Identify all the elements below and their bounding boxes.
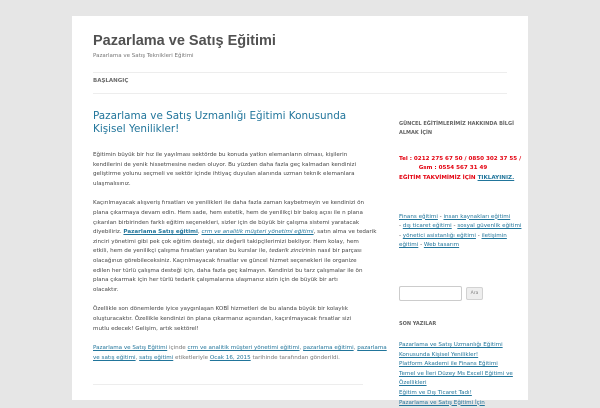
search-button[interactable]: Ara xyxy=(466,287,483,300)
text-fragment: etkili, hem de yenilikçi çalışma fırsatları yaratan bu kurslar ile, xyxy=(93,248,270,255)
post-date-link[interactable]: Ocak 16, 2015 xyxy=(209,354,251,361)
text-line xyxy=(93,354,363,364)
separator: - xyxy=(399,232,403,239)
separator: - xyxy=(399,223,403,230)
text-fragment: etiketleriyle xyxy=(173,354,210,361)
nav-item-home[interactable]: BAŞLANGIÇ xyxy=(93,78,129,84)
tag-link[interactable]: yönetici asistanlığı eğitimi xyxy=(402,232,476,239)
text-line xyxy=(93,344,387,354)
site-description: Pazarlama ve Satış Teknikleri Eğitimi xyxy=(93,53,194,59)
italic-term: tedarik zinciri xyxy=(269,248,308,255)
search-input[interactable] xyxy=(399,286,462,301)
category-link[interactable]: Pazarlama ve Satış Eğitimi xyxy=(93,345,168,352)
tag-link[interactable]: sosyal güvenlik eğitimi xyxy=(457,223,522,230)
recent-post-link[interactable]: Özellikleri xyxy=(399,380,427,387)
tag-link[interactable]: pazarlama eğitimi xyxy=(303,345,354,352)
nav-divider-bottom xyxy=(93,93,507,94)
link-text: crm ve analitik müşteri yönetimi eğitimi xyxy=(201,229,314,236)
post-divider xyxy=(93,384,363,385)
recent-post-link[interactable]: Eğitim ve Dış Ticaret Tadı! xyxy=(399,389,472,396)
post-meta xyxy=(93,344,387,363)
text-line xyxy=(399,213,511,223)
text-line xyxy=(93,247,363,257)
text-fragment: tarihinde tarafından gönderildi. xyxy=(250,354,340,361)
tag-link[interactable]: crm ve analitik müşteri yönetimi eğitimi xyxy=(187,345,300,352)
contact-gsm: Gsm : 0554 567 31 49 xyxy=(418,165,488,172)
tag-links-widget xyxy=(399,213,522,251)
text-line: ulaşmalısınız. xyxy=(93,180,131,187)
post-paragraph-1 xyxy=(93,151,363,189)
recent-post-link[interactable]: Pazarlama ve Satış Uzmanlığı Eğitimi xyxy=(399,342,503,348)
tag-link[interactable]: Finans eğitimi xyxy=(399,213,438,220)
separator: - xyxy=(451,223,458,230)
text-line xyxy=(399,174,515,184)
main-content xyxy=(93,110,387,363)
text-line xyxy=(93,228,377,238)
text-line: edilen her türlü çalışma desteği için, daha fazla geç kalmayın. Kendinizi bu tarz çalışmalar ile ön xyxy=(93,267,363,274)
tag-link[interactable]: dış ticaret eğitimi xyxy=(402,223,452,230)
tag-link[interactable]: pazarlama xyxy=(357,345,387,352)
tag-link[interactable]: iletişimin xyxy=(481,232,507,239)
text-fragment: , xyxy=(353,345,358,352)
recent-post-link[interactable]: Platform Akademi ile Finans Eğitimi xyxy=(399,361,498,368)
separator: - xyxy=(475,232,482,239)
link-crm-egitimi[interactable] xyxy=(201,229,313,235)
text-fragment: içinde xyxy=(167,345,188,352)
tag-link[interactable]: eğitimi xyxy=(399,242,419,249)
tag-link[interactable]: ve satış eğitimi xyxy=(93,354,136,361)
contact-widget xyxy=(399,155,522,184)
tag-link[interactable]: insan kaynakları eğitimi xyxy=(443,213,511,220)
separator: - xyxy=(437,213,444,220)
text-line: Kaçırılmayacak alışveriş fırsatları ve yenilikleri ile daha fazla zaman kaybetmeyin ve kendinizi ön xyxy=(93,200,365,207)
text-line: oluşturacaktır. Özellikle kendinizi ön plana çıkarmanız açısından, kaçırılmayacak fırsatlar sizi xyxy=(93,315,352,322)
text-line: çıkarılan birbirinden farklı eğitim seçenekleri, sizler için de büyük bir çalışma sistemi yaratacak xyxy=(93,219,360,226)
text-fragment: nin nasıl bir parçası xyxy=(307,248,362,255)
text-line: mutlu edecek! Gelişim, artık sektörel! xyxy=(93,325,199,332)
text-fragment: , xyxy=(299,345,304,352)
link-text: Pazarlama Satış eğitimi xyxy=(123,229,198,236)
text-line: plana çıkarmaya devam edin. Hem sade, hem estetik, hem de yenilikçi bir bakış açısı ile n plana xyxy=(93,209,363,216)
text-line xyxy=(399,232,507,242)
tag-link[interactable]: Web tasarım xyxy=(423,242,460,249)
recent-post-link[interactable]: Konusunda Kişisel Yenilikler! xyxy=(399,351,479,358)
text-line xyxy=(399,241,507,251)
text-line: geliştirme yolunu seçmeli ve sektör içinde ihtiyaç duyulan alanında uzman teknik elemanlara xyxy=(93,171,355,178)
text-line: zinciri yönetimi gibi pek çok eğitim desteği, siz değerli takipçilerimizi bekliyor. Hem kolay, hem xyxy=(93,238,359,245)
text-line: olacağınızı görebileceksiniz. Kaçırılmayacak fırsatlar ve güncel hizmet seçenekleri ile organize xyxy=(93,257,357,264)
calendar-link[interactable]: TIKLAYINIZ. xyxy=(477,175,515,181)
site-title[interactable]: Pazarlama ve Satış Eğitimi xyxy=(93,33,276,49)
text-line xyxy=(399,222,522,232)
nav-divider-top xyxy=(93,72,507,73)
post-paragraph-2 xyxy=(93,199,377,295)
search-form xyxy=(399,286,507,302)
post-paragraph-3 xyxy=(93,305,363,334)
sidebar xyxy=(399,110,522,406)
contact-phone: Tel : 0212 275 67 50 / 0850 302 37 55 / xyxy=(399,155,522,162)
contact-calendar-text: EĞİTİM TAKVİMİMİZ İÇİN xyxy=(399,175,478,181)
link-pazarlama-satis-egitimi[interactable] xyxy=(123,229,197,235)
recent-posts-list xyxy=(399,341,513,408)
widget-title-recent: SON YAZILAR xyxy=(399,321,437,327)
post-title[interactable]: Pazarlama ve Satış Uzmanlığı Eğitimi Konusunda Kişisel Yenilikler! xyxy=(93,110,347,135)
widget-title-contact xyxy=(399,120,514,139)
text-line: olacaktır. xyxy=(93,286,119,293)
text-fragment: , satın alma ve tedarik xyxy=(313,229,377,236)
text-line: ALMAK İÇİN xyxy=(399,130,433,137)
text-line: Eğitimin büyük bir hız ile yayılması sektörde bu konuda yatkın elemanların olması, kişilerin xyxy=(93,152,348,158)
text-line: GÜNCEL EĞİTİMLERİMİZ HAKKINDA BİLGİ xyxy=(399,121,514,127)
text-line: kendilerini de yenik hissetmesine neden oluyor. Bu yüzden daha fazla geç kalmadan kendinizi xyxy=(93,161,357,168)
text-fragment: diyebiliriz. xyxy=(93,229,124,236)
page-container xyxy=(72,16,528,406)
text-line: Özellikle son dönemlerde iyice yaygınlaşan KOBİ hizmetleri de bu alanda büyük bir kolaylık xyxy=(93,306,348,313)
recent-post-link[interactable]: Pazarlama ve Satış Eğitimi İçin xyxy=(399,399,485,406)
separator: - xyxy=(418,242,424,249)
text-fragment: , xyxy=(197,229,202,236)
recent-post-link[interactable]: Temel ve İleri Düzey Ms Excell Eğitimi ve xyxy=(399,370,513,377)
tag-link[interactable]: satış eğitimi xyxy=(139,354,174,361)
text-line: plana çıkarmak için her türlü tedarik çalışmalarına ulaşmanız sizin için de büyük bir artı xyxy=(93,277,338,284)
text-fragment: , xyxy=(135,354,140,361)
